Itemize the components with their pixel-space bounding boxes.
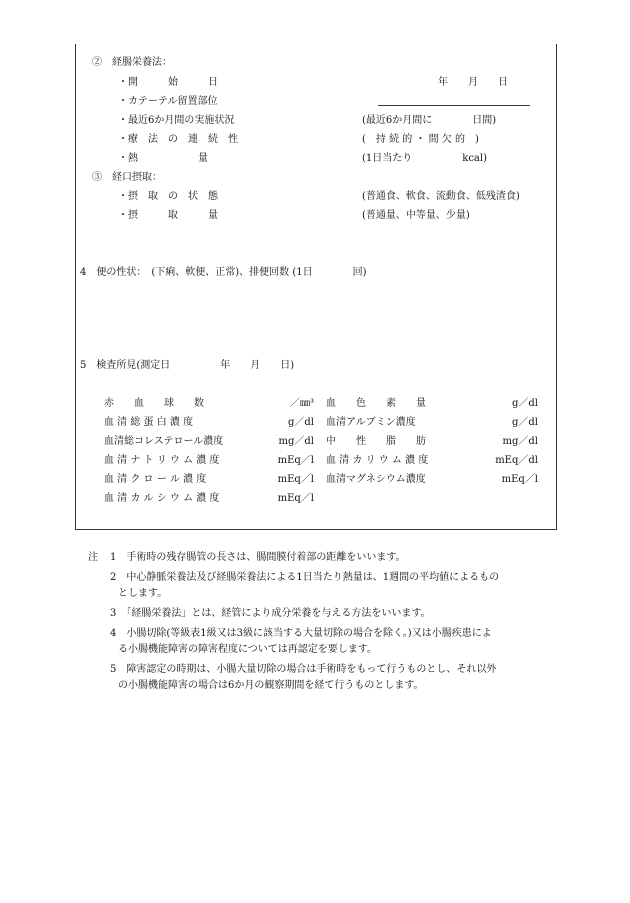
exam-left-label: 血 清 ナ ト リ ウ ム 濃 度 bbox=[104, 455, 220, 466]
oral-amount-label: ・摂 取 量 bbox=[118, 210, 218, 221]
exam-right-unit: g／dl bbox=[511, 417, 538, 428]
exam-left-unit: mEq／l bbox=[277, 493, 314, 504]
note-4-cont: る小腸機能障害の障害程度については再認定を要します。 bbox=[118, 644, 377, 655]
impl-value: (最近6か月間に 日間) bbox=[362, 115, 497, 126]
catheter-label: ・カテーテル留置部位 bbox=[118, 96, 218, 107]
exam-left-label: 血 清 ク ロ ー ル 濃 度 bbox=[104, 474, 207, 485]
notes-prefix: 注 bbox=[88, 552, 98, 563]
heat-label: ・熱 量 bbox=[118, 153, 208, 164]
exam-right-label: 血清アルブミン濃度 bbox=[326, 417, 416, 428]
exam-left-unit: ／㎜³ bbox=[289, 398, 314, 409]
exam-right-unit: mEq／l bbox=[501, 474, 538, 485]
exam-right-label: 中 性 脂 肪 bbox=[326, 436, 426, 447]
exam-left-label: 血 清 カ ル シ ウ ム 濃 度 bbox=[104, 493, 220, 504]
oral-amount-value: (普通量、中等量、少量) bbox=[362, 210, 470, 221]
note-2: 2 中心静脈栄養法及び経腸栄養法による1日当たり熱量は、1週間の平均値によるもの bbox=[110, 572, 500, 583]
oral-state-label: ・摂 取 の 状 態 bbox=[118, 191, 218, 202]
oral-state-value: (普通食、軟食、流動食、低残渣食) bbox=[362, 191, 520, 202]
note-5: 5 障害認定の時期は、小腸大量切除の場合は手術時をもって行うものとし、それ以外 bbox=[110, 664, 497, 675]
exam-right-unit: g／dl bbox=[511, 398, 538, 409]
note-2-cont: とします。 bbox=[118, 588, 168, 599]
exam-left-unit: mEq／l bbox=[277, 455, 314, 466]
enteral-start-label: ・開 始 日 bbox=[118, 77, 218, 88]
exam-left-unit: g／dl bbox=[287, 417, 314, 428]
note-1: 1 手術時の残存腸管の長さは、腸間膜付着部の距離をいいます。 bbox=[110, 552, 406, 563]
enteral-heading: ② 経腸栄養法： bbox=[92, 57, 172, 68]
catheter-field-line[interactable] bbox=[378, 105, 530, 106]
continuity-label: ・療 法 の 連 続 性 bbox=[118, 134, 238, 145]
exam-right-label: 血 色 素 量 bbox=[326, 398, 426, 409]
continuity-value: ( 持 続 的 ・ 間 欠 的 ) bbox=[362, 134, 479, 145]
exam-left-label: 赤 血 球 数 bbox=[104, 398, 204, 409]
exam-right-label: 血 清 カ リ ウ ム 濃 度 bbox=[326, 455, 429, 466]
exam-left-unit: mEq／l bbox=[277, 474, 314, 485]
exam-left-label: 血 清 総 蛋 白 濃 度 bbox=[104, 417, 194, 428]
heat-value: (1日当たり kcal) bbox=[362, 153, 487, 164]
exam-right-unit: mEq／dl bbox=[495, 455, 538, 466]
oral-heading: ③ 経口摂取： bbox=[92, 172, 162, 183]
exam-right-unit: mg／dl bbox=[502, 436, 538, 447]
enteral-start-value: 年 月 日 bbox=[438, 77, 508, 88]
impl-label: ・最近6か月間の実施状況 bbox=[118, 115, 235, 126]
note-3: 3 「経腸栄養法」とは、経管により成分栄養を与える方法をいいます。 bbox=[110, 608, 431, 619]
exam-left-label: 血清総コレステロール濃度 bbox=[104, 436, 224, 447]
exam-right-label: 血清マグネシウム濃度 bbox=[326, 474, 426, 485]
note-5-cont: の小腸機能障害の場合は6か月の観察期間を経て行うものとします。 bbox=[118, 680, 424, 691]
exam-left-unit: mg／dl bbox=[278, 436, 314, 447]
note-4: 4 小腸切除(等級表1級又は3級に該当する大量切除の場合を除く。)又は小腸疾患によ bbox=[110, 628, 492, 639]
stool-line: 4 便の性状： (下痢、軟便、正常)、排便回数 (1日 回) bbox=[80, 267, 367, 278]
exam-heading: 5 検査所見(測定日 年 月 日) bbox=[80, 360, 295, 371]
